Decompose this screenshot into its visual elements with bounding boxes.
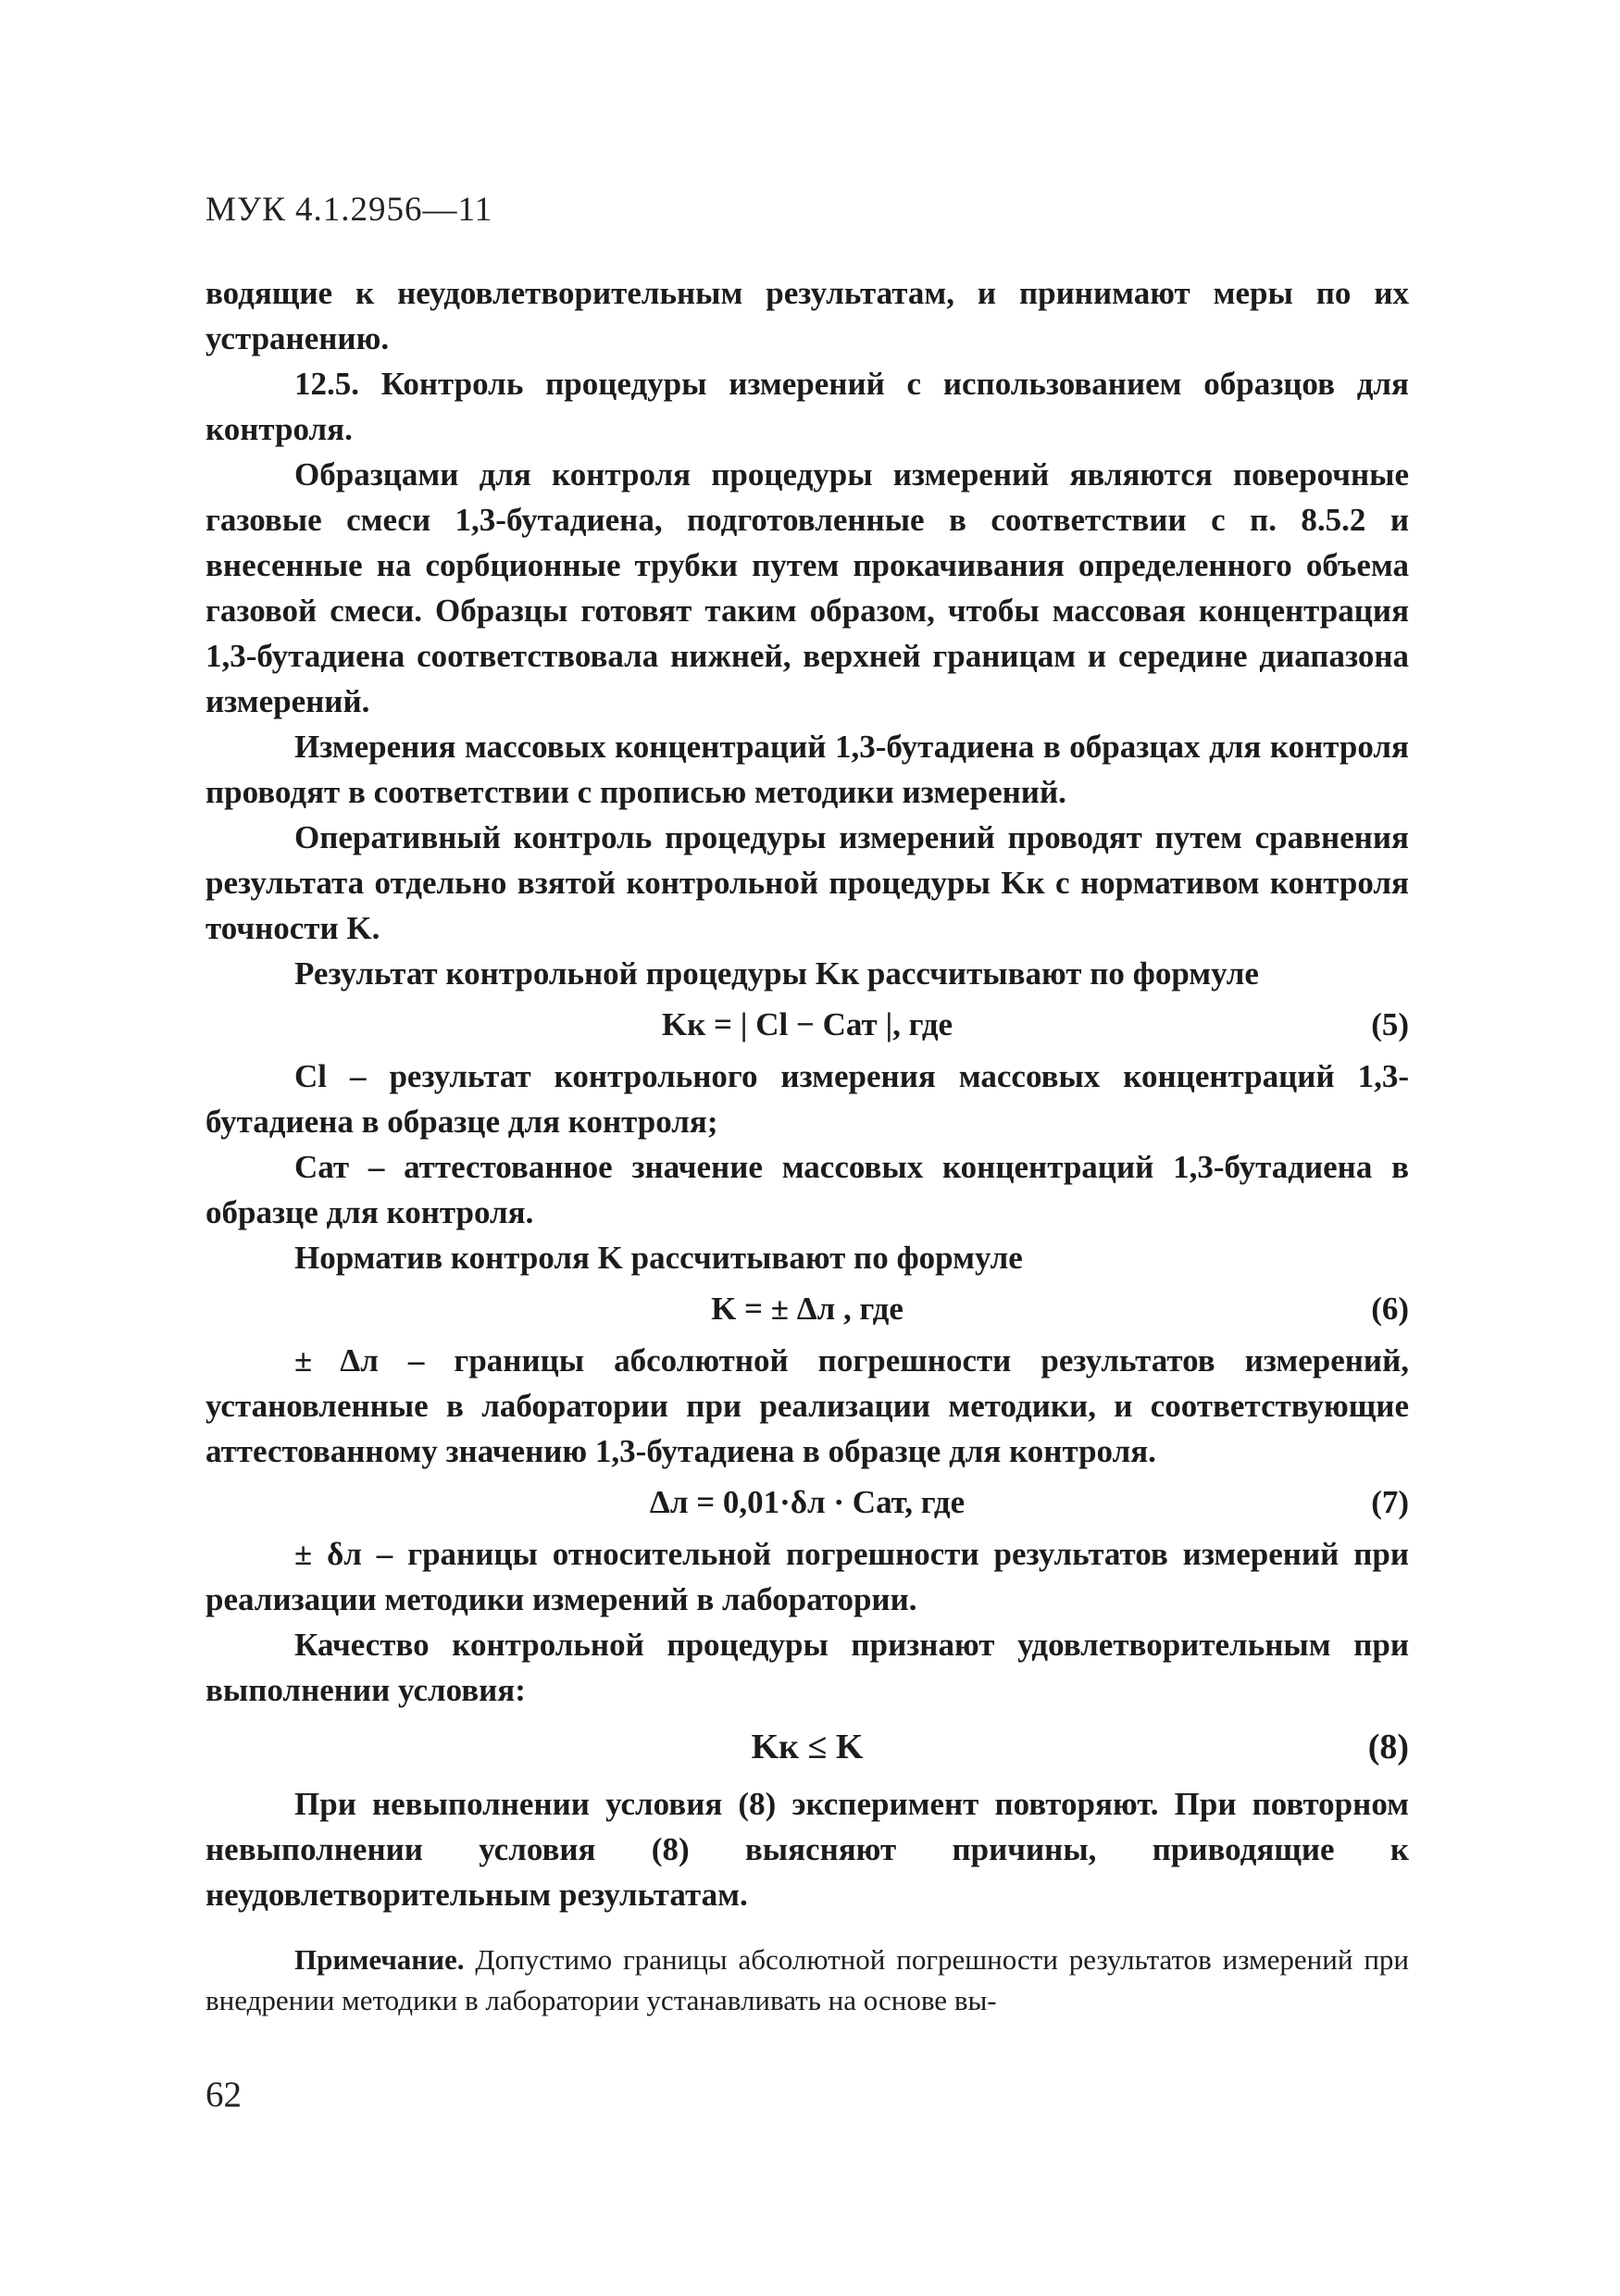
- formula-expression: Δл = 0,01·δл · Cат, где: [649, 1484, 966, 1520]
- paragraph: ± δл – границы относительной погрешности результатов измерений при реализации методики измерений в лаборатории.: [206, 1536, 1409, 1617]
- page-number: 62: [206, 2075, 242, 2115]
- section-heading: 12.5. Контроль процедуры измерений с использованием образцов для контроля.: [206, 366, 1409, 447]
- paragraph: При невыполнении условия (8) эксперимент повторяют. При повторном невыполнении условия (8) выясняют причины, приводящие к неудовлетворительным результатам.: [206, 1786, 1409, 1913]
- note-text: Допустимо границы абсолютной погрешности результатов измерений при внедрении методики в лаборатории устанавливать на основе вы-: [206, 1943, 1409, 2016]
- formula-number: (8): [1367, 1728, 1409, 1766]
- note: [206, 1940, 1409, 2021]
- paragraph: Качество контрольной процедуры признают удовлетворительным при выполнении условия:: [206, 1627, 1409, 1708]
- formula-6: [206, 1280, 1409, 1338]
- paragraph: Cат – аттестованное значение массовых концентраций 1,3-бутадиена в образце для контроля.: [206, 1149, 1409, 1230]
- formula-number: (5): [1371, 1006, 1409, 1042]
- formula-expression: Kк ≤ K: [751, 1728, 864, 1766]
- paragraph: Результат контрольной процедуры Kк рассчитывают по формуле: [294, 955, 1259, 992]
- paragraph: Cl – результат контрольного измерения массовых концентраций 1,3-бутадиена в образце для контроля;: [206, 1058, 1409, 1140]
- paragraph: Норматив контроля K рассчитывают по формуле: [294, 1240, 1023, 1276]
- note-label: Примечание.: [294, 1943, 465, 1976]
- paragraph: Оперативный контроль процедуры измерений проводят путем сравнения результата отдельно взятой контрольной процедуры Kк с нормативом контроля точности K.: [206, 819, 1409, 946]
- formula-7: [206, 1474, 1409, 1531]
- paragraph: Измерения массовых концентраций 1,3-бутадиена в образцах для контроля проводят в соответствии с прописью методики измерений.: [206, 729, 1409, 810]
- paragraph: ± Δл – границы абсолютной погрешности результатов измерений, установленные в лаборатории при реализации методики, и соответствующие аттестованному значению 1,3-бутадиена в образце для контроля.: [206, 1342, 1409, 1469]
- formula-expression: Kк = | Cl − Cат |, где: [661, 1006, 953, 1042]
- formula-number: (6): [1371, 1291, 1409, 1327]
- formula-8: [206, 1713, 1409, 1781]
- formula-expression: K = ± Δл , где: [711, 1291, 903, 1327]
- formula-5: [206, 996, 1409, 1054]
- document-code-header: МУК 4.1.2956—11: [206, 191, 493, 229]
- paragraph: Образцами для контроля процедуры измерений являются поверочные газовые смеси 1,3-бутадиена, подготовленные в соответствии с п. 8.5.2 и внесенные на сорбционные трубки путем прокачивания определенного объема газовой смеси. Образцы готовят таким образом, чтобы массовая концентрация 1,3-бутадиена соответствовала нижней, верхней границам и середине диапазона измерений.: [206, 456, 1409, 719]
- formula-number: (7): [1371, 1484, 1409, 1520]
- paragraph: водящие к неудовлетворительным результатам, и принимают меры по их устранению.: [206, 275, 1409, 356]
- body-text: [206, 270, 1409, 2021]
